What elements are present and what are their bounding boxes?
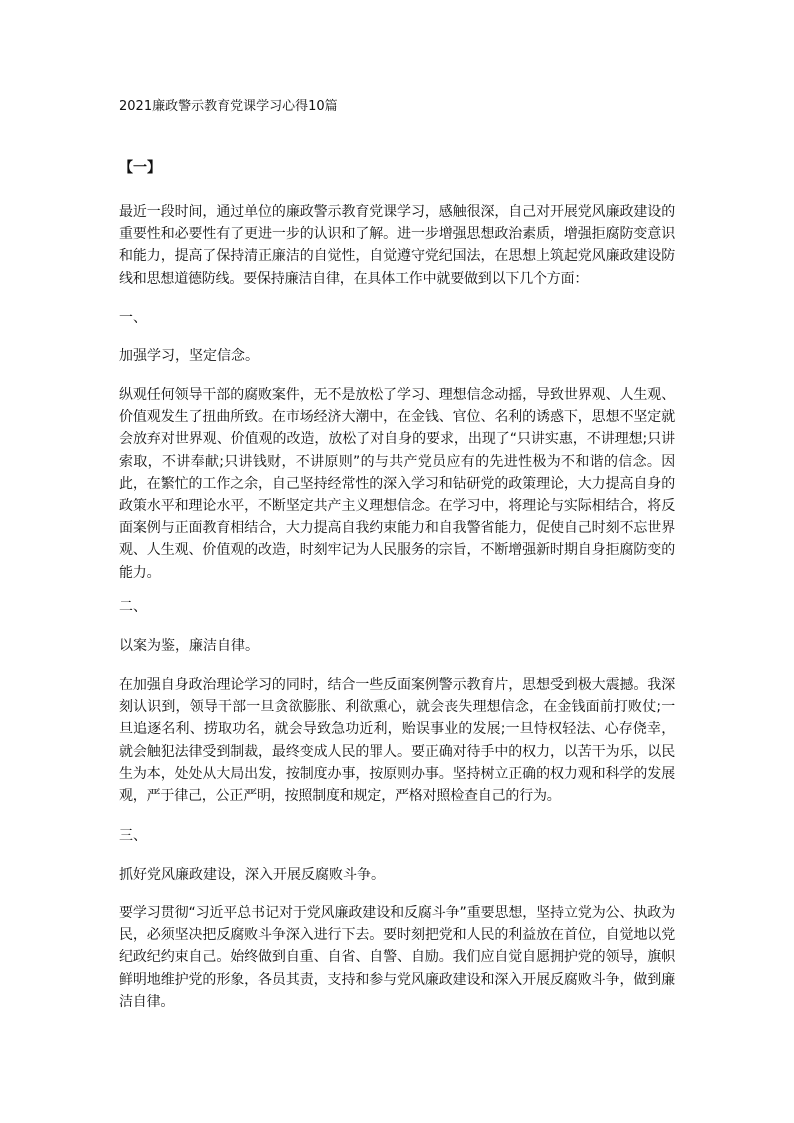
section-3-body: 要学习贯彻“习近平总书记对于党风廉政建设和反腐斗争”重要思想，坚持立党为公、执政为民，必须坚决把反腐败斗争深入进行下去。要时刻把党和人民的利益放在首位，自觉地以党纪政纪约束自己。始终做到自重、自省、自警、自励。我们应自觉自愿拥护党的领导，旗帜鲜明地维护党的形象，各员其责，支持和参与党风廉政建设和深入开展反腐败斗争，做到廉洁自律。: [119, 905, 675, 1010]
section-3-number: 三、: [119, 828, 147, 844]
section-2-heading: 以案为鉴，廉洁自律。: [119, 638, 259, 654]
section-1-body: 纵观任何领导干部的腐败案件，无不是放松了学习、理想信念动摇，导致世界观、人生观、价值观发生了扭曲所致。在市场经济大潮中，在金钱、官位、名利的诱惑下，思想不坚定就会放弃对世界观、价值观的改造，放松了对自身的要求，出现了“只讲实惠，不讲理想;只讲索取，不讲奉献;只讲钱财，不讲原则”的与共产党员应有的先进性极为不和谐的信念。因此，在繁忙的工作之余，自己坚持经常性的深入学习和钻研党的政策理论，大力提高自身的政策水平和理论水平，不断坚定共产主义理想信念。在学习中，将理论与实际相结合，将反面案例与正面教育相结合，大力提高自我约束能力和自我警省能力，促使自己时刻不忘世界观、人生观、价值观的改造，时刻牢记为人民服务的宗旨，不断增强新时期自身拒腐防变的能力。: [119, 387, 675, 581]
document-title: 2021廉政警示教育党课学习心得10篇: [119, 99, 338, 114]
section-2-body: 在加强自身政治理论学习的同时，结合一些反面案例警示教育片，思想受到极大震撼。我深刻认识到，领导干部一旦贪欲膨胀、利欲熏心，就会丧失理想信念，在金钱面前打败仗;一旦追逐名利、捞取功名，就会导致急功近利，贻误事业的发展;一旦恃权轻法、心存侥幸，就会触犯法律受到制裁，最终变成人民的罪人。要正确对待手中的权力，以苦干为乐，以民生为本，处处从大局出发，按制度办事，按原则办事。坚持树立正确的权力观和科学的发展观，严于律己，公正严明，按照制度和规定，严格对照检查自己的行为。: [119, 677, 675, 805]
section-2-number: 二、: [119, 599, 147, 615]
intro-paragraph: 最近一段时间，通过单位的廉政警示教育党课学习，感触很深，自己对开展党风廉政建设的重要性和必要性有了更进一步的认识和了解。进一步增强思想政治素质，增强拒腐防变意识和能力，提高了保持清正廉洁的自觉性，自觉遵守党纪国法，在思想上筑起党风廉政建设防线和思想道德防线。要保持廉洁自律，在具体工作中就要做到以下几个方面：: [119, 204, 675, 287]
section-3-heading: 抓好党风廉政建设，深入开展反腐败斗争。: [119, 867, 385, 883]
section-1-heading: 加强学习，坚定信念。: [119, 348, 259, 364]
section-marker: 【一】: [119, 160, 161, 176]
section-1-number: 一、: [119, 310, 147, 326]
